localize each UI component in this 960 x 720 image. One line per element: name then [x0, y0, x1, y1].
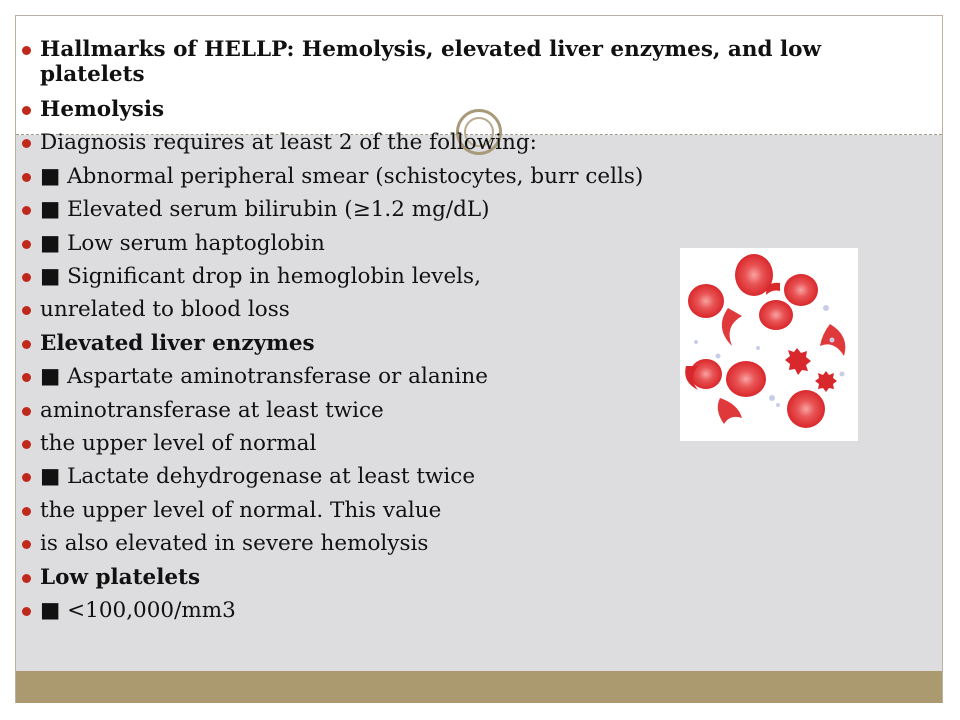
red-cell — [690, 359, 722, 389]
bullet-text: ■ Aspartate aminotransferase or alanine — [40, 364, 488, 390]
bullet-dot-icon — [22, 607, 31, 616]
bullet-text: is also elevated in severe hemolysis — [40, 531, 429, 557]
bullet-dot-icon — [22, 206, 31, 215]
red-cell — [784, 274, 818, 306]
bullet-text: Hemolysis — [40, 97, 165, 122]
burr-cell — [815, 371, 837, 392]
bullet-dot-icon — [22, 574, 31, 583]
bullet-dot-icon — [22, 106, 31, 115]
bullet-dot-icon — [22, 407, 31, 416]
bullet-text: ■ Low serum haptoglobin — [40, 230, 325, 256]
bullet-text: ■ <100,000/mm3 — [40, 598, 236, 624]
burr-cell — [785, 348, 811, 375]
bullet-item — [22, 460, 872, 493]
bullet-item — [22, 126, 872, 159]
red-blood-cells-illustration — [680, 248, 858, 441]
bullet-dot-icon — [22, 240, 31, 249]
bullet-dot-icon — [22, 306, 31, 315]
platelet — [830, 338, 835, 343]
red-cell — [726, 361, 766, 397]
platelet — [756, 346, 760, 350]
red-cell — [759, 300, 793, 330]
bullet-dot-icon — [22, 373, 31, 382]
bullet-dot-icon — [22, 340, 31, 349]
schistocyte — [722, 308, 742, 346]
bullet-text: aminotransferase at least twice — [40, 397, 384, 423]
platelet — [716, 354, 721, 359]
bullet-dot-icon — [22, 46, 31, 55]
schistocyte — [718, 398, 742, 424]
bullet-text: ■ Lactate dehydrogenase at least twice — [40, 464, 476, 490]
platelet — [823, 305, 829, 311]
footer-bar — [16, 671, 942, 703]
platelet — [694, 340, 698, 344]
bullet-item — [22, 494, 872, 527]
bullet-text: Diagnosis requires at least 2 of the following: — [40, 130, 537, 156]
bullet-item — [22, 93, 872, 126]
bullet-item — [22, 561, 872, 594]
bullet-dot-icon — [22, 139, 31, 148]
bullet-item — [22, 527, 872, 560]
bullet-dot-icon — [22, 507, 31, 516]
platelet — [776, 403, 780, 407]
bullet-dot-icon — [22, 540, 31, 549]
bullet-text: ■ Significant drop in hemoglobin levels, — [40, 264, 481, 290]
bullet-item — [22, 160, 872, 193]
bullet-text: ■ Abnormal peripheral smear (schistocytes, burr cells) — [40, 163, 644, 189]
blood-smear-image — [680, 248, 858, 441]
red-cell — [688, 284, 724, 318]
platelet — [840, 372, 845, 377]
bullet-dot-icon — [22, 440, 31, 449]
bullet-text: Low platelets — [40, 564, 201, 590]
bullet-dot-icon — [22, 273, 31, 282]
bullet-text: ■ Elevated serum bilirubin (≥1.2 mg/dL) — [40, 197, 490, 223]
bullet-text: Hallmarks of HELLP: Hemolysis, elevated liver enzymes, and low platelets — [40, 37, 822, 87]
red-cell — [787, 390, 825, 428]
platelet — [769, 395, 775, 401]
bullet-item — [22, 594, 872, 627]
bullet-text: the upper level of normal — [40, 431, 317, 457]
bullet-item — [22, 193, 872, 226]
bullet-text: the upper level of normal. This value — [40, 497, 442, 523]
bullet-text: unrelated to blood loss — [40, 297, 290, 323]
bullet-dot-icon — [22, 473, 31, 482]
bullet-text: Elevated liver enzymes — [40, 330, 315, 356]
bullet-item — [22, 37, 872, 87]
bullet-dot-icon — [22, 173, 31, 182]
